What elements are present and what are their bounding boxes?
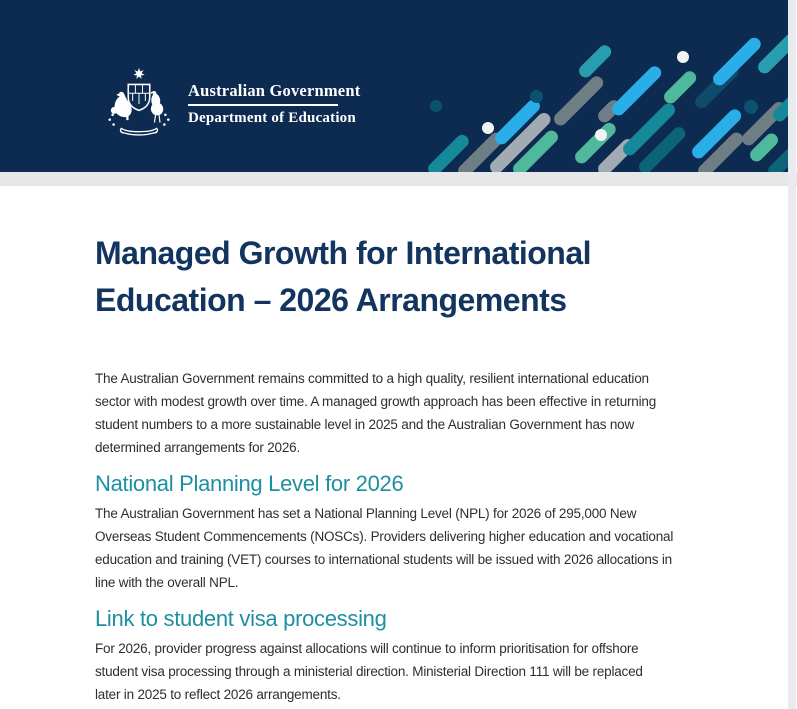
body-line: For 2026, provider progress against allocations will continue to inform prioritisation for offshore — [95, 641, 639, 656]
page-edge-gutter — [788, 0, 796, 709]
stripe — [755, 22, 790, 76]
page-title-line-1: Managed Growth for International — [95, 235, 592, 271]
dot — [530, 90, 543, 103]
org-name: Australian Government — [188, 81, 361, 100]
body-line: education and training (VET) courses to international students will be issued with 2026 allocations in — [95, 552, 672, 567]
page-content — [0, 230, 788, 706]
intro-line: determined arrangements for 2026. — [95, 440, 301, 455]
body-line: later in 2025 to reflect 2026 arrangements. — [95, 687, 341, 702]
stripe — [661, 69, 698, 106]
org-department: Department of Education — [188, 110, 356, 126]
section-heading-national-planning-level: National Planning Level for 2026 — [95, 471, 404, 496]
body-line: student visa processing through a ministerial direction. Ministerial Direction 111 will be replaced — [95, 664, 643, 679]
intro-line: sector with modest growth over time. A managed growth approach has been effective in returning — [95, 394, 657, 409]
intro-line: The Australian Government remains committed to a high quality, resilient international education — [95, 371, 649, 386]
dot — [482, 122, 494, 134]
body-line: Overseas Student Commencements (NOSCs). Providers delivering higher education and vocational — [95, 529, 674, 544]
page-title-line-2: Education – 2026 Arrangements — [95, 282, 567, 318]
stripe — [710, 35, 763, 88]
stripe — [609, 64, 663, 118]
dot — [744, 100, 758, 114]
page-title — [95, 230, 748, 324]
dot — [677, 51, 689, 63]
stripe — [551, 74, 605, 128]
intro-paragraph — [95, 367, 748, 459]
dot — [595, 129, 607, 141]
banner-divider-band — [0, 172, 797, 186]
body-line: line with the overall NPL. — [95, 575, 239, 590]
section-body-national-planning-level — [95, 502, 748, 594]
decorative-stripes — [0, 0, 790, 172]
header-banner — [0, 0, 790, 172]
dot — [430, 100, 442, 112]
section-body-student-visa-processing — [95, 637, 748, 706]
stripe — [576, 43, 613, 80]
body-line: The Australian Government has set a National Planning Level (NPL) for 2026 of 295,000 New — [95, 506, 637, 521]
section-heading-student-visa-processing: Link to student visa processing — [95, 606, 387, 631]
page-body — [0, 186, 788, 706]
intro-line: student numbers to a more sustainable level in 2025 and the Australian Government has now — [95, 417, 635, 432]
